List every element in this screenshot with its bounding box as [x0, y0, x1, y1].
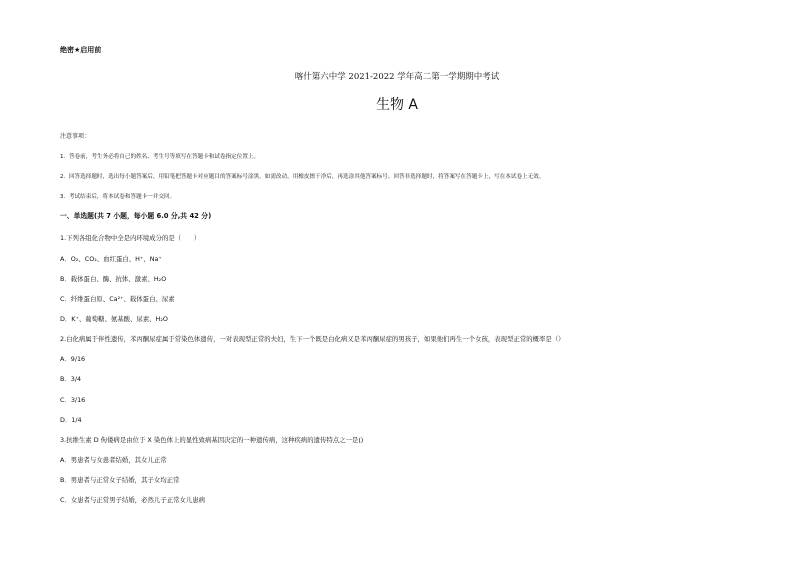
question-option: A．男患者与女患者结婚，其女儿正常 [60, 456, 167, 464]
section-title: 一、单选题(共 7 小题，每小题 6.0 分,共 42 分) [60, 212, 212, 220]
question-option: C．3/16 [60, 396, 86, 404]
notice-item: 2．回答选择题时，选出每小题答案后，用铅笔把答题卡对应题目的答案标号涂黑。如需改动，用橡皮擦干净后，再选涂其他答案标号。回答非选择题时，将答案写在答题卡上，写在本试卷上无效。 [60, 174, 545, 180]
school-exam-title: 喀什第六中学 2021-2022 学年高二第一学期期中考试 [294, 72, 500, 82]
question-stem: 1.下列各组化合物中全是内环境成分的是（ ） [60, 234, 201, 242]
notice-heading: 注意事项： [60, 133, 91, 140]
question-option: A．9/16 [60, 355, 86, 363]
question-option: D．K⁺、葡萄糖、氨基酸、尿素、H₂O [60, 315, 168, 323]
question-option: A．O₂、CO₂、血红蛋白、H⁺、Na⁺ [60, 255, 162, 263]
notice-item: 1．答卷前，考生务必将自己的姓名、考生号等填写在答题卡和试卷指定位置上。 [60, 154, 260, 160]
question-option: B．男患者与正常女子结婚，其子女均正常 [60, 476, 180, 484]
question-option: C．纤维蛋白原、Ca²⁺、载体蛋白、尿素 [60, 295, 175, 303]
question-option: D．1/4 [60, 416, 82, 424]
notice-item: 3．考试结束后，将本试卷和答题卡一并交回。 [60, 194, 176, 200]
secret-label: 绝密★启用前 [60, 46, 102, 54]
question-option: B．载体蛋白、酶、抗体、激素、H₂O [60, 275, 167, 283]
question-stem: 2.白化病属于伴性遗传，苯丙酮尿症属于常染色体遗传，一对表现型正常的夫妇，生下一个既是白化病又是苯丙酮尿症的男孩子，如果他们再生一个女孩，表现型正常的概率是（） [60, 335, 565, 343]
subject-title: 生物 A [375, 97, 419, 113]
question-stem: 3.抗维生素 D 佝偻病是由位于 X 染色体上的显性致病基因决定的一种遗传病，这种疾病的遗传特点之一是() [60, 436, 364, 444]
question-option: C．女患者与正常男子结婚，必然儿子正常女儿患病 [60, 496, 206, 504]
question-option: B．3/4 [60, 375, 82, 383]
